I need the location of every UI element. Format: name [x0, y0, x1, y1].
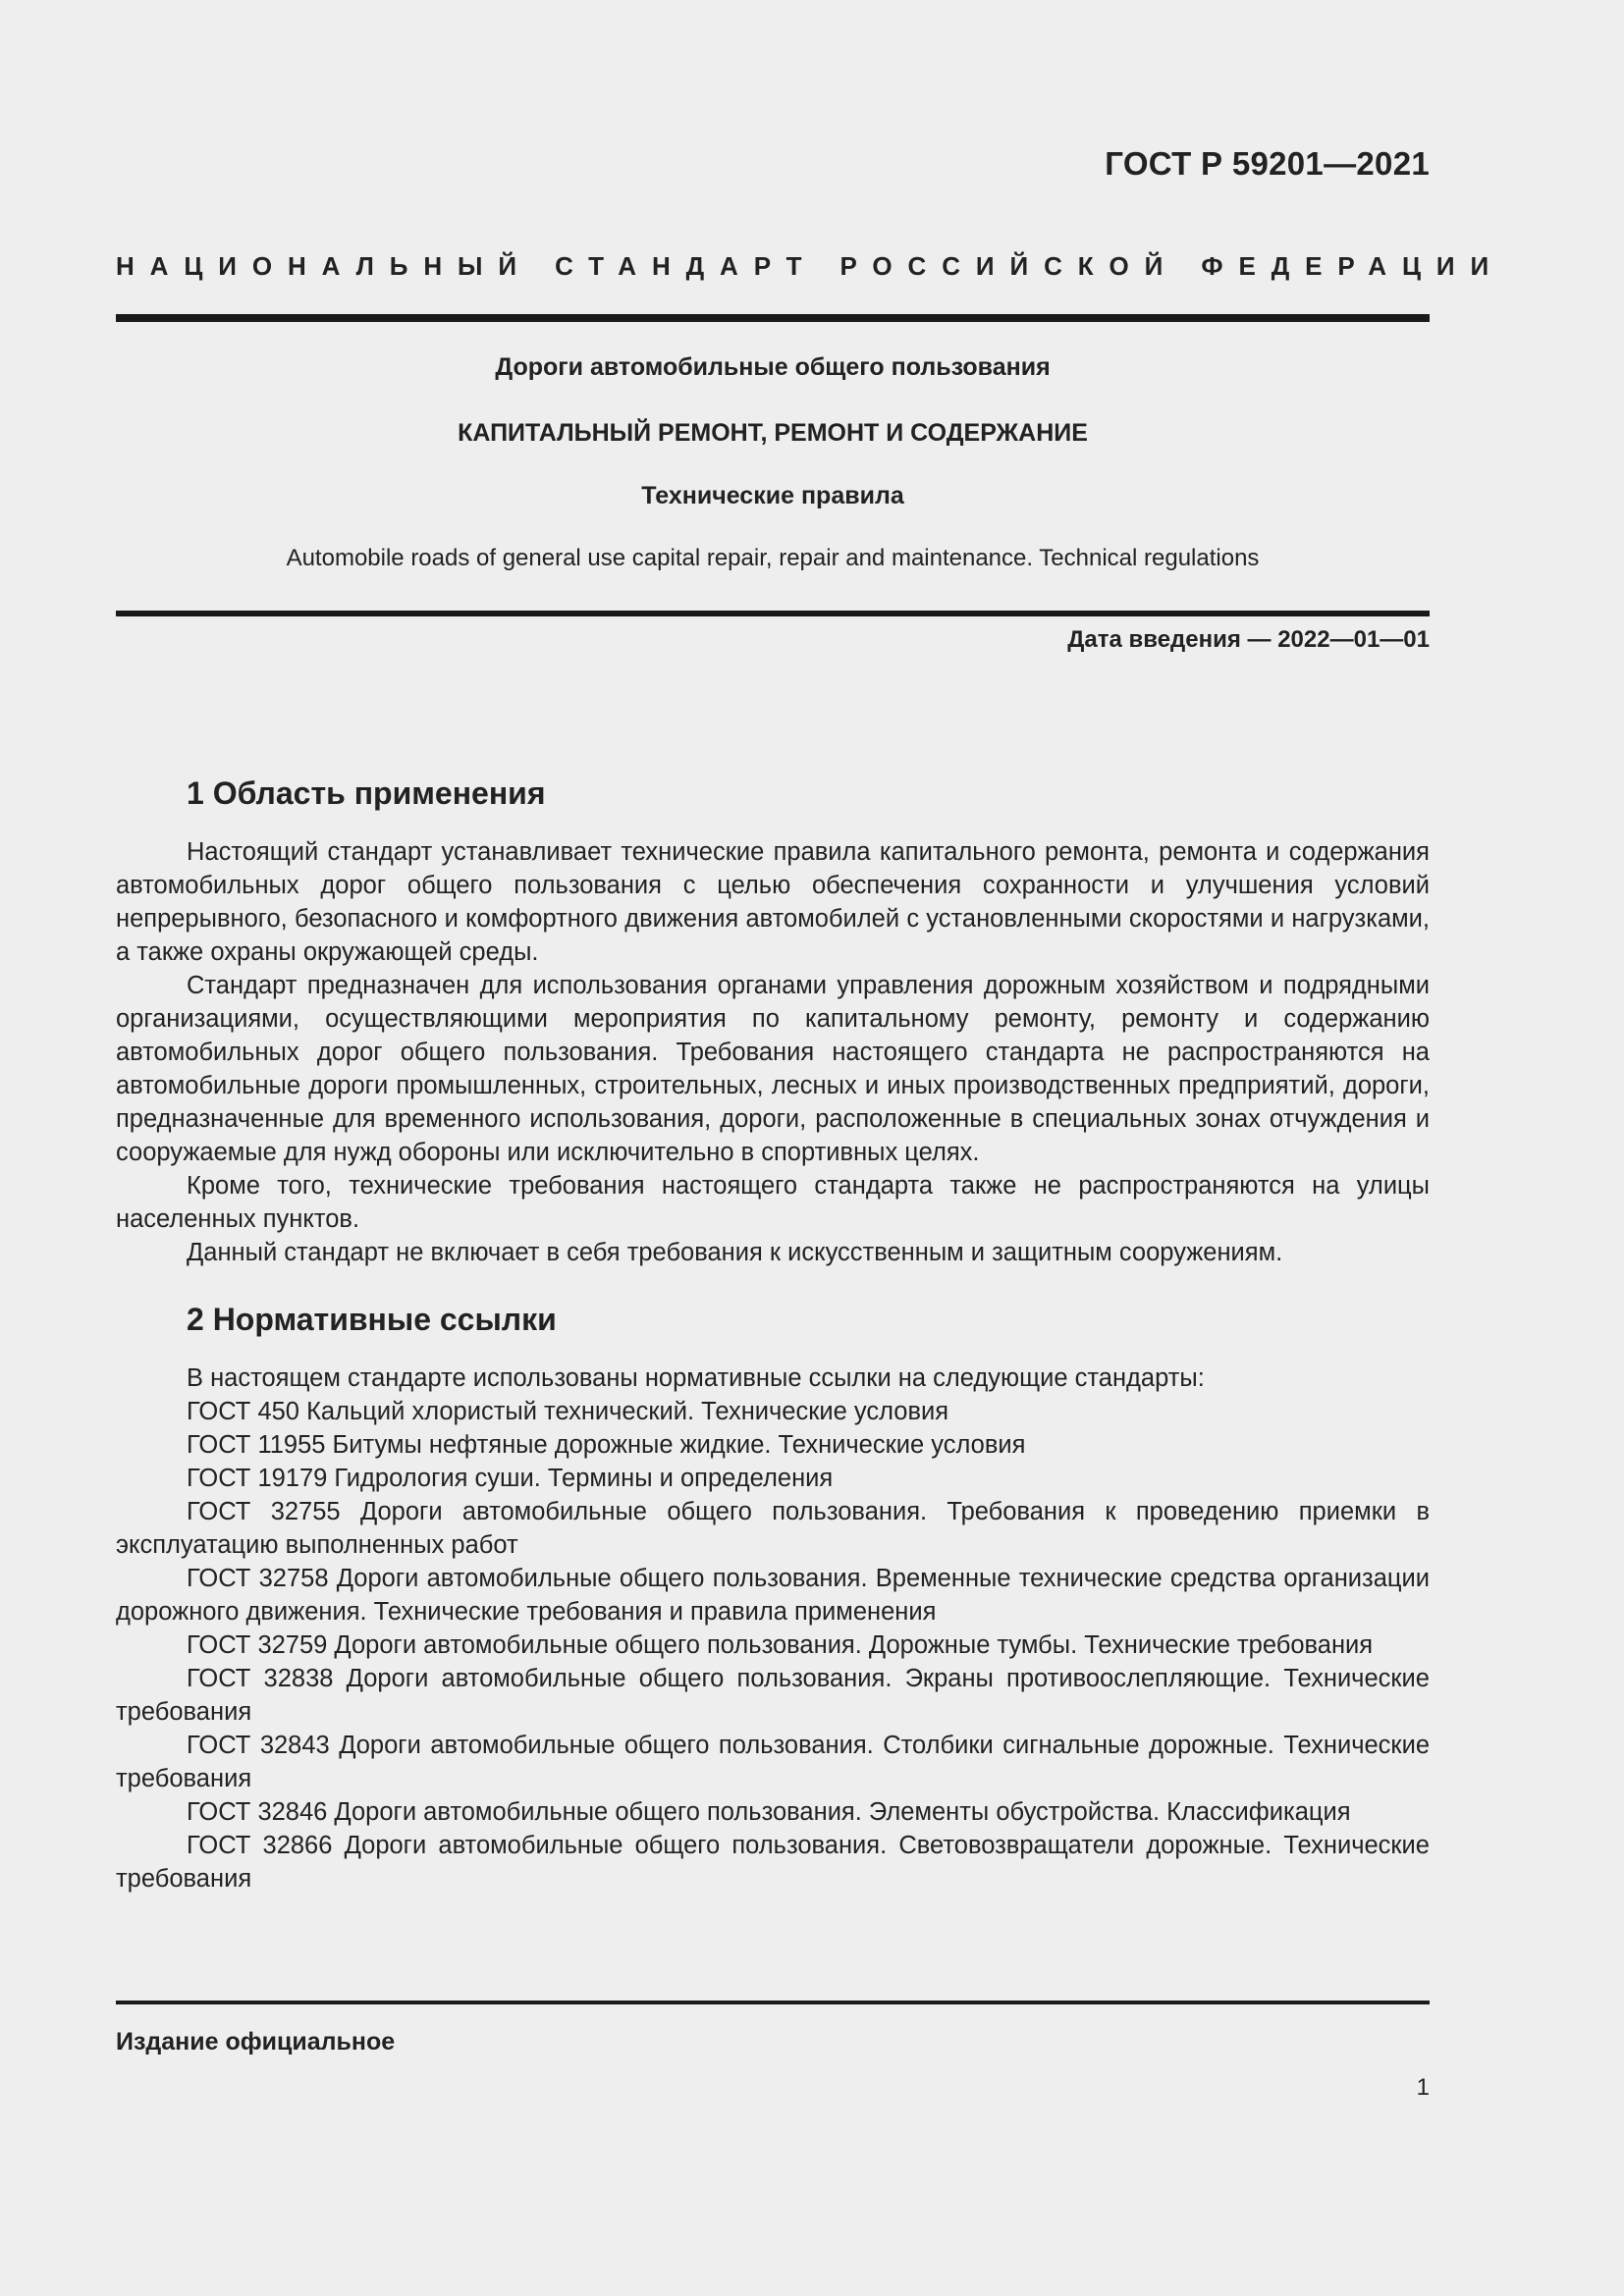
reference-item: ГОСТ 19179 Гидрология суши. Термины и определения [187, 1465, 834, 1492]
references-intro: В настоящем стандарте использованы нормативные ссылки на следующие стандарты: [187, 1364, 1205, 1392]
reference-item: ГОСТ 450 Кальций хлористый технический. Технические условия [187, 1398, 949, 1425]
section-2-heading: 2 Нормативные ссылки [187, 1302, 557, 1337]
paragraph: Данный стандарт не включает в себя требования к искусственным и защитным сооружениям. [187, 1239, 1283, 1266]
section-1-heading: 1 Область применения [187, 775, 546, 811]
national-standard-title: НАЦИОНАЛЬНЫЙ СТАНДАРТ РОССИЙСКОЙ ФЕДЕРАЦИИ [116, 251, 1505, 281]
title-line-3: Технические правила [641, 482, 904, 509]
standard-number: ГОСТ Р 59201—2021 [1105, 145, 1430, 182]
paragraph: Стандарт предназначен для использования органами управления дорожным хозяйством и подрядными организациями, осуществляющими мероприятия по капитальному ремонту, ремонту и содержанию автомобильных дорог общего пользования. Требования настоящего стандарта не распространяются на автомобильные дороги промышленных, строительных, лесных и иных производственных предприятий, дороги, предназначенные для временного использования, дороги, расположенные в специальных зонах отчуждения и сооружаемые для нужд обороны или исключительно в спортивных целях. [116, 972, 1430, 1166]
paragraph: Кроме того, технические требования настоящего стандарта также не распространяются на улицы населенных пунктов. [116, 1172, 1430, 1233]
paragraph: Настоящий стандарт устанавливает технические правила капитального ремонта, ремонта и содержания автомобильных дорог общего пользования с целью обеспечения сохранности и улучшения условий непрерывного, безопасного и комфортного движения автомобилей с установленными скоростями и нагрузками, а также охраны окружающей среды. [116, 838, 1430, 966]
official-edition-label: Издание официальное [116, 2028, 396, 2056]
english-title: Automobile roads of general use capital repair, repair and maintenance. Technical regulations [286, 545, 1260, 571]
section-2-body [116, 1362, 1430, 1896]
reference-item: ГОСТ 32846 Дороги автомобильные общего пользования. Элементы обустройства. Классификация [187, 1798, 1351, 1826]
title-rule [116, 611, 1430, 616]
footer-rule [116, 2001, 1430, 2004]
reference-item: ГОСТ 32759 Дороги автомобильные общего пользования. Дорожные тумбы. Технические требования [187, 1631, 1374, 1659]
title-line-1: Дороги автомобильные общего пользования [495, 353, 1051, 381]
reference-item: ГОСТ 32755 Дороги автомобильные общего пользования. Требования к проведению приемки в эксплуатацию выполненных работ [116, 1498, 1430, 1559]
reference-item: ГОСТ 32838 Дороги автомобильные общего пользования. Экраны противоослепляющие. Технические требования [116, 1665, 1430, 1726]
reference-item: ГОСТ 32758 Дороги автомобильные общего пользования. Временные технические средства организации дорожного движения. Технические требования и правила применения [116, 1565, 1430, 1626]
section-1-body [116, 835, 1430, 1269]
header-rule [116, 314, 1430, 322]
introduction-date: Дата введения — 2022—01—01 [1067, 626, 1430, 653]
reference-item: ГОСТ 32866 Дороги автомобильные общего пользования. Световозвращатели дорожные. Технические требования [116, 1832, 1430, 1893]
page-number: 1 [1416, 2074, 1430, 2101]
reference-item: ГОСТ 32843 Дороги автомобильные общего пользования. Столбики сигнальные дорожные. Технические требования [116, 1732, 1430, 1792]
reference-item: ГОСТ 11955 Битумы нефтяные дорожные жидкие. Технические условия [187, 1431, 1026, 1459]
title-line-2: КАПИТАЛЬНЫЙ РЕМОНТ, РЕМОНТ И СОДЕРЖАНИЕ [458, 419, 1088, 447]
